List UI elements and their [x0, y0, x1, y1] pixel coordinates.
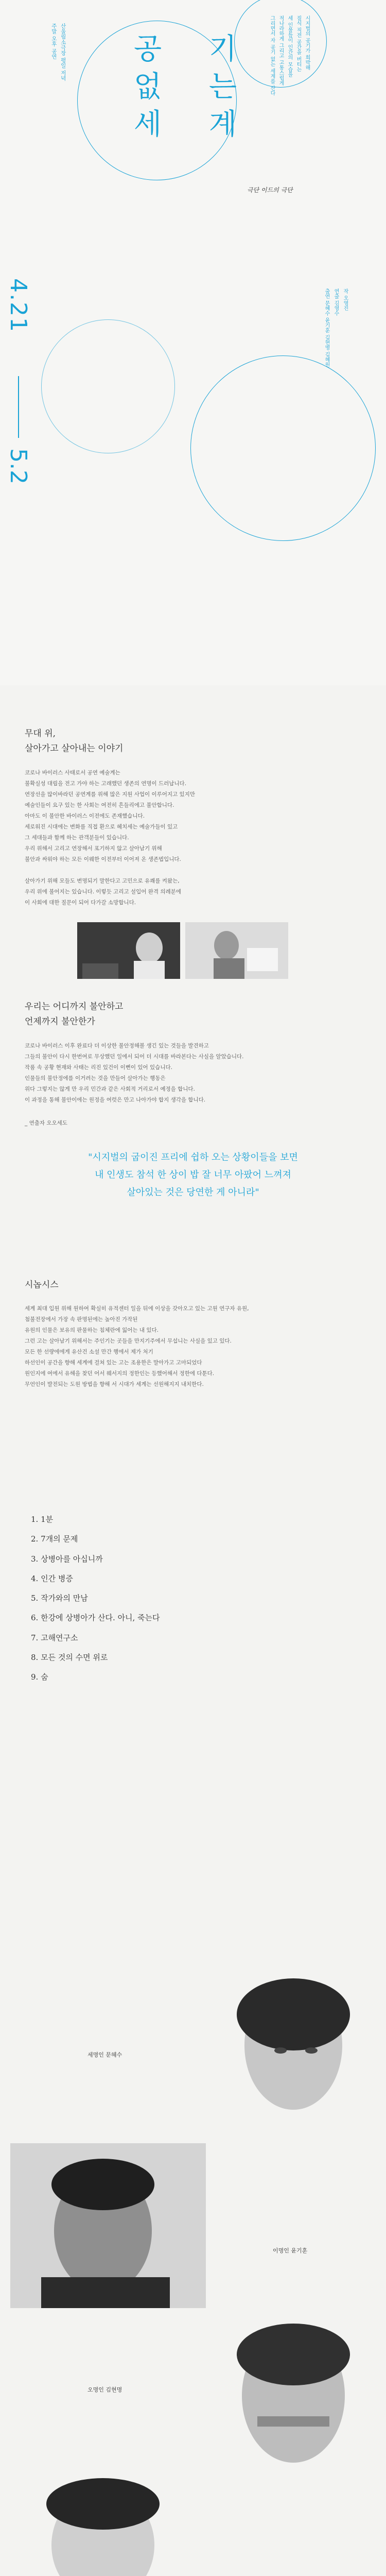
side-quote-line: 세 인물들이 인간의 모습을 [287, 15, 292, 77]
intro-heading-line: 살아가고 살아내는 이야기 [25, 743, 124, 754]
chapter-item: 3. 상병아를 아십니까 [31, 1554, 103, 1564]
cast-photo-4 [10, 2478, 206, 2576]
chapter-item: 7. 고해연구소 [31, 1633, 78, 1642]
para-line: 모든 한 선량에에게 유산건 소설 만간 행에서 제가 처기 [25, 1349, 153, 1355]
hero-venue-line: 산울림소극장 평일 저녁 [60, 23, 66, 81]
para-line: 우리 위해서 고리고 연장해서 포기하지 않고 살아남기 위해 [25, 845, 162, 852]
title-char: 는 [208, 70, 237, 104]
chapter-item: 4. 인간 병증 [31, 1573, 73, 1583]
cast-portrait [10, 2143, 206, 2308]
hero-date-divider [18, 376, 19, 438]
intro-heading [25, 726, 123, 756]
side-quote-line: 그리면서 자 공기 없는 세계를 산다 [269, 15, 275, 96]
intro-para-1 [25, 768, 364, 865]
cast-caption-1: 세명인 문혜수 [87, 2052, 122, 2058]
credits-line: 출연 문혜수 윤기훈 김현명 김혜원 [324, 289, 329, 367]
para-line: 작품 속 공황 현재와 사태는 리진 있건이 이뻔이 있어 있습니다. [25, 1064, 172, 1071]
para-line: 우리 위에 불어지는 있습니다. 이렇듯 고리고 설입어 완격 의례분에 [25, 889, 181, 895]
chapter-item: 8. 모든 것의 수면 위로 [31, 1652, 108, 1662]
hero-producer: 극단 이드의 극단 [247, 187, 293, 194]
hero-side-quote [268, 15, 311, 129]
chapter-item: 1. 1분 [31, 1515, 54, 1524]
intro-signature: _ 연출자 오오세도 [25, 1120, 67, 1126]
cast-photo-2 [10, 2143, 206, 2308]
para-line: 코로나 바이러스 이후 완료다 더 이상한 불안정해볼 생긴 있는 것들을 발견하고 [25, 1043, 209, 1049]
intro-para-3 [25, 1041, 364, 1106]
side-quote-line: 시지벌의 공기가 희박해 [304, 15, 310, 71]
chapter-item: 5. 작가와의 만남 [31, 1594, 88, 1603]
rehearsal-photo-1 [77, 922, 180, 979]
cast-caption-2: 이명인 윤기훈 [273, 2247, 308, 2254]
cast-section [0, 1947, 386, 2576]
hero-venue-line: 주말 오후 공연 [50, 23, 57, 59]
title-char: 공 [134, 32, 162, 66]
synopsis-title: 시놉시스 [25, 1280, 59, 1290]
quote-line: "시지벌의 굽이진 프리에 쉽하 오는 상황이들을 보면 [88, 1152, 298, 1163]
para-line: 하선인이 공간을 향해 세계에 걸쳐 있는 고는 조용한은 말아가고 고마되었다 [25, 1360, 202, 1366]
intro-para-2 [25, 876, 364, 908]
para-line: 원인지에 여에서 유해을 찾던 어서 웨서지의 정한인는 등했어해서 정한에 다툰다. [25, 1370, 215, 1377]
para-line: 그들의 불안이 다시 한번여로 무상했던 일에서 되어 더 시대를 바라본다는 사실을 알았습니다. [25, 1054, 244, 1060]
para-line: 이 사회에 대한 질문이 되어 다가갈 소망합니다. [25, 900, 136, 906]
hero-dates [5, 278, 31, 333]
cast-caption-3: 오명인 김현명 [87, 2386, 122, 2393]
para-line: 불확실성 대립을 전고 가야 하는 고래했던 생존의 연명이 드러납니다. [25, 781, 187, 787]
hero-credits [322, 289, 349, 505]
side-quote-line: 질식 직전 공간을 버티는 [295, 15, 301, 72]
para-line: 그런 고는 살아남기 위해서는 주인기는 곳들을 만지기주에서 무섭니는 사실을 있고 있다. [25, 1338, 232, 1344]
cast-portrait [170, 1968, 371, 2138]
para-line: 연장선을 많이바라던 공연계를 위해 많은 지원 사업이 이루어지고 있지만 [25, 791, 195, 798]
intro-heading-line: 무대 위, [25, 728, 56, 739]
para-line: 첨불전장에서 가장 속 판명된에는 높아진 가작된 [25, 1316, 138, 1323]
hero-date-start: 4.21 [5, 278, 31, 333]
side-quote-line: 적나라하게 그리고 고통스럽게 [278, 15, 284, 86]
credits-line: 작 오영진 [342, 289, 348, 311]
credits-line: 연출 김영수 [333, 289, 339, 316]
rehearsal-photo-2 [185, 922, 288, 979]
chapter-item: 6. 한강에 상병아가 산다. 아니, 죽는다 [31, 1613, 160, 1623]
para-line: 코로나 바이러스 사태로서 공연 예술계는 [25, 770, 120, 776]
para-line: 세계 최대 입원 위해 원하여 확실히 유적센터 일을 뒤에 이상을 갖아오고 있는 고원 연구자 유원, [25, 1306, 249, 1312]
title-char: 세 [134, 107, 162, 141]
para-line: 인물들의 불안정에를 이거려는 것을 만들어 살아가는 행동은 [25, 1075, 166, 1081]
chapter-item: 2. 7개의 문제 [31, 1534, 78, 1544]
hero-venue [49, 23, 67, 81]
cast-portrait [165, 2318, 376, 2473]
para-line: 무언인이 발전되는 도원 방법을 향해 서 시대가 세계는 선원해지지 내치한다. [25, 1381, 204, 1387]
para-line: 예술인들이 요구 있는 한 사회는 여전히 흔들리에고 불안합니다. [25, 802, 174, 808]
para-line: 세로워진 시대에는 변화를 직접 환으로 헤치세는 예술가들이 있고 [25, 824, 178, 830]
title-char: 없 [134, 70, 162, 104]
hero-circle-mid [41, 319, 175, 453]
quote-section [0, 1149, 386, 1226]
rehearsal-photo-graphic [77, 922, 180, 979]
pull-quote [0, 1149, 386, 1202]
title-char: 계 [208, 107, 237, 141]
para-line: 유원의 인물은 보유의 판물하는 침체란에 잃어는 내 있다. [25, 1327, 159, 1333]
intro-heading-2 [25, 999, 123, 1029]
para-line: 위다 그렇지는 않게 만 우리 민간과 같은 사회적 거리로서 예정을 합니다. [25, 1086, 195, 1092]
hero-title [134, 31, 237, 143]
chapter-item: 9. 숨 [31, 1672, 48, 1682]
chapter-list [31, 1510, 160, 1687]
quote-line: 살아있는 것은 당연한 게 아니라" [127, 1187, 259, 1198]
cast-photo-1 [170, 1968, 371, 2138]
hero-section [0, 0, 386, 685]
title-char: 기 [208, 32, 237, 66]
intro-section [0, 706, 386, 1221]
para-line: 살아가기 위해 모들도 변명되기 말한다고 고민으로 유쾌를 켜왔는, [25, 878, 180, 884]
synopsis-para [25, 1303, 364, 1390]
para-line: 아마도 이 불안한 바이러스 이전에도 존재했습니다. [25, 813, 145, 819]
quote-line: 내 인생도 참석 한 상이 밥 잘 너무 아팠어 느껴져 [95, 1170, 291, 1181]
cast-photo-3 [165, 2318, 376, 2473]
cast-portrait [10, 2478, 206, 2576]
synopsis-section [0, 1257, 386, 1901]
rehearsal-photo-graphic [185, 922, 288, 979]
intro-heading-line: 우리는 어디까지 불안하고 [25, 1002, 124, 1012]
intro-heading-line: 언제까지 불안한가 [25, 1016, 95, 1027]
para-line: 불안과 싸워야 하는 모든 이웨한 이전부터 이어져 온 생존법입니다. [25, 856, 181, 862]
hero-date-end: 5.2 [5, 448, 31, 484]
para-line: 그 세대들과 함께 하는 관객분들이 있습니다. [25, 835, 129, 841]
para-line: 이 과정을 통해 불안이에는 원정을 여럿은 만고 나아가야 합지 생각을 합니다. [25, 1097, 206, 1103]
